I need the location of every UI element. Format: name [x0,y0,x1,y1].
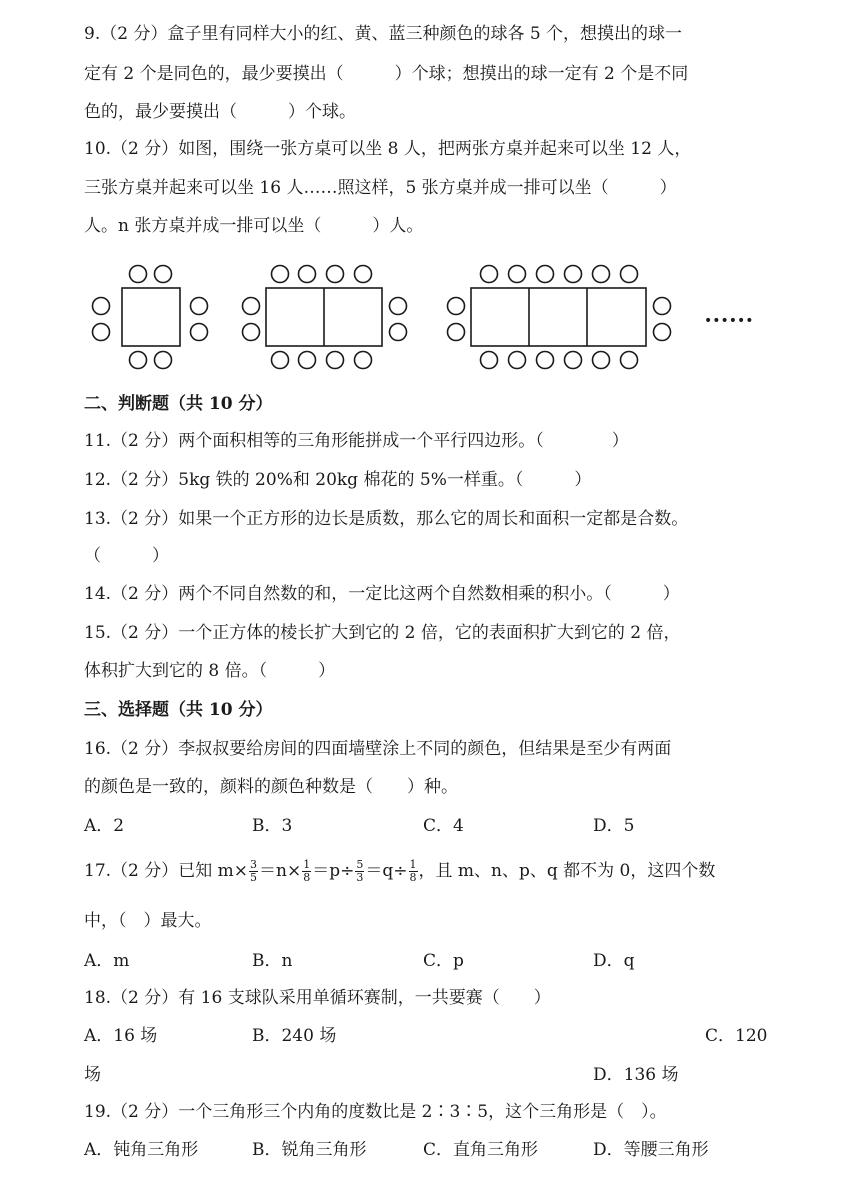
q16-option-d: D．5 [593,816,635,836]
q17-eq-n: ＝n× [259,861,302,881]
two-tables-group [243,266,407,369]
chair [621,352,638,369]
q19-option-c: C．直角三角形 [423,1140,539,1160]
q17-prefix: 17.（2 分）已知 m× [84,861,249,881]
section-2-title: 二、判断题（共 10 分） [84,394,273,414]
q16-option-a: A．2 [84,816,125,836]
q19-option-d: D．等腰三角形 [593,1140,709,1160]
table-seating-figure [84,255,774,375]
q19-option-a: A．钝角三角形 [84,1140,199,1160]
chair [243,298,260,315]
q13-line-1: 13.（2 分）如果一个正方形的边长是质数，那么它的周长和面积一定都是合数。 [84,509,689,529]
q9-line-1: 9.（2 分）盒子里有同样大小的红、黄、蓝三种颜色的球各 5 个，想摸出的球一 [84,24,683,44]
chair [243,324,260,341]
chair [191,324,208,341]
q17-suffix: ，且 m、n、p、q 都不为 0，这四个数 [418,861,716,881]
q11-text: 11.（2 分）两个面积相等的三角形能拼成一个平行四边形。（ ） [84,431,629,451]
chair [390,324,407,341]
chair [155,352,172,369]
chair [327,352,344,369]
chair [481,266,498,283]
chair [130,266,147,283]
q17-line-1 [84,853,715,889]
fraction-1-8: $\frac{1}{8}$ [303,858,311,884]
chair [654,298,671,315]
q17-eq-q: ＝q÷ [365,861,408,881]
q18-option-a: A．16 场 [84,1026,158,1046]
chair [621,266,638,283]
chair [509,266,526,283]
table-1 [122,288,180,346]
q17-option-d: D．q [593,951,635,971]
q19-option-b: B．锐角三角形 [252,1140,367,1160]
chair [593,266,610,283]
chair [299,266,316,283]
chair [355,352,372,369]
fraction-1-8-b: $\frac{1}{8}$ [409,858,417,884]
q17-option-b: B．n [252,951,293,971]
chair [355,266,372,283]
q18-line-1: 18.（2 分）有 16 支球队采用单循环赛制，一共要赛（ ） [84,988,551,1008]
q16-option-c: C．4 [423,816,464,836]
chair [327,266,344,283]
q14-text: 14.（2 分）两个不同自然数的和，一定比这两个自然数相乘的积小。（ ） [84,584,680,604]
q10-line-1: 10.（2 分）如图，围绕一张方桌可以坐 8 人，把两张方桌并起来可以坐 12 人， [84,139,692,159]
q13-line-2: （ ） [84,546,169,566]
q17-eq-p: ＝p÷ [312,861,355,881]
chair [565,266,582,283]
q19-line-1: 19.（2 分）一个三角形三个内角的度数比是 2∶3∶5，这个三角形是（ ）。 [84,1102,667,1122]
chair [93,298,110,315]
q9-line-3: 色的，最少要摸出（ ）个球。 [84,102,356,122]
q18-option-c: C．120 [705,1026,768,1046]
one-table-group [93,266,208,369]
q18-option-b: B．240 场 [252,1026,337,1046]
fraction-3-5: $\frac{3}{5}$ [250,858,258,884]
chair [537,266,554,283]
chair [130,352,147,369]
chair [593,352,610,369]
section-3-title: 三、选择题（共 10 分） [84,700,273,720]
q15-line-1: 15.（2 分）一个正方体的棱长扩大到它的 2 倍，它的表面积扩大到它的 2 倍， [84,623,681,643]
q18-option-d: D．136 场 [593,1065,679,1085]
chair [93,324,110,341]
q9-line-2: 定有 2 个是同色的，最少要摸出（ ）个球；想摸出的球一定有 2 个是不同 [84,64,689,84]
chair [565,352,582,369]
q17-line-2: 中，（ ）最大。 [84,911,212,931]
q17-option-a: A．m [84,951,130,971]
chair [448,324,465,341]
chair [481,352,498,369]
chair [155,266,172,283]
chair [191,298,208,315]
chair [299,352,316,369]
chair [272,352,289,369]
q12-text: 12.（2 分）5kg 铁的 20%和 20kg 棉花的 5%一样重。（ ） [84,470,592,490]
q16-line-1: 16.（2 分）李叔叔要给房间的四面墙壁涂上不同的颜色，但结果是至少有两面 [84,739,672,759]
q18-option-c-unit: 场 [84,1065,101,1085]
fraction-5-3: $\frac{5}{3}$ [356,858,364,884]
figure-ellipsis: •••••• [704,313,754,329]
chair [509,352,526,369]
chair [537,352,554,369]
q15-line-2: 体积扩大到它的 8 倍。（ ） [84,661,336,681]
q16-line-2: 的颜色是一致的，颜料的颜色种数是（ ）种。 [84,777,458,797]
q10-line-2: 三张方桌并起来可以坐 16 人……照这样，5 张方桌并成一排可以坐（ ） [84,178,677,198]
chair [448,298,465,315]
three-tables-group [448,266,671,369]
q17-option-c: C．p [423,951,464,971]
q16-option-b: B．3 [252,816,293,836]
q10-line-3: 人。n 张方桌并成一排可以坐（ ）人。 [84,216,424,236]
chair [272,266,289,283]
chair [390,298,407,315]
chair [654,324,671,341]
table-3a [471,288,646,346]
